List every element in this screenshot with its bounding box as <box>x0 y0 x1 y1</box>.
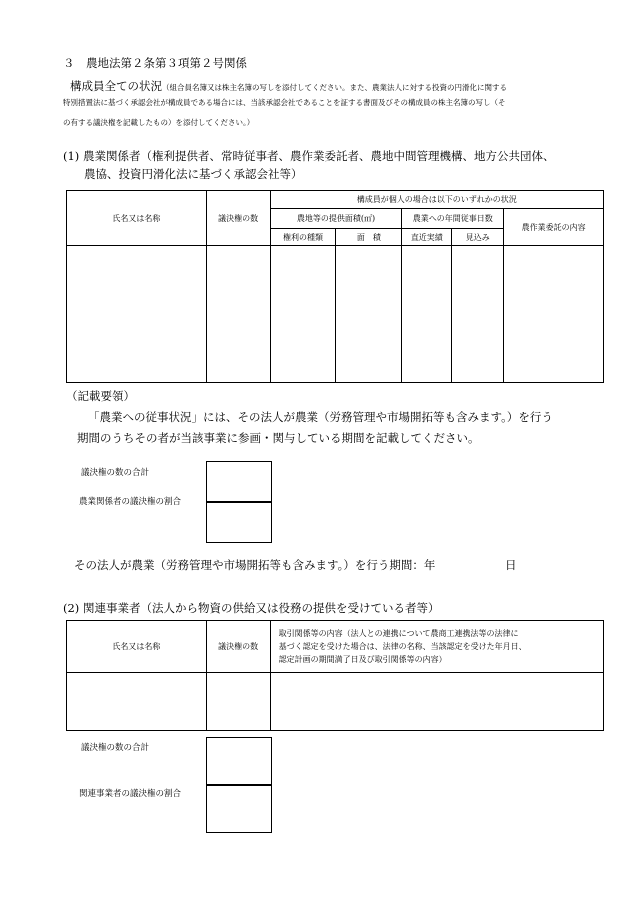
col-votes-header: 議決権の数 <box>206 621 270 673</box>
table-row <box>67 246 604 383</box>
period-day-label: 日 <box>505 558 517 572</box>
agri-votes-ratio-box[interactable] <box>206 501 272 543</box>
col-trade-content-header <box>270 621 603 673</box>
members-title: 構成員全ての状況 <box>70 79 162 93</box>
work-days-header: 農業への年間従事日数 <box>402 209 504 229</box>
section2-title: (2) 関連事業者（法人から物資の供給又は役務の提供を受けている者等） <box>63 601 440 615</box>
expected-header: 見込み <box>452 229 504 246</box>
related-votes-sum-box[interactable] <box>206 737 272 786</box>
trade-content-line3: 認定計画の期間満了日及び取引関係等の内容） <box>278 655 447 664</box>
individual-status-header: 構成員が個人の場合は以下のいずれかの状況 <box>270 191 603 209</box>
agri-votes-sum-box[interactable] <box>206 461 272 503</box>
trade-content-cell[interactable] <box>270 673 603 731</box>
agri-votes-ratio-label: 農業関係者の議決権の割合 <box>79 497 182 507</box>
agri-votes-sum-label: 議決権の数の合計 <box>81 468 150 478</box>
related-votes-ratio-box[interactable] <box>206 784 272 833</box>
area-cell[interactable] <box>336 246 402 383</box>
area-header: 面 積 <box>336 229 402 246</box>
col-name-header: 氏名又は名称 <box>67 621 207 673</box>
recent-result-cell[interactable] <box>402 246 452 383</box>
land-area-header: 農地等の提供面積(㎡) <box>270 209 402 229</box>
expected-cell[interactable] <box>452 246 504 383</box>
name-cell[interactable] <box>67 246 207 383</box>
votes-cell[interactable] <box>206 673 270 731</box>
members-note-line1: （組合員名簿又は株主名簿の写しを添付してください。また、農業法人に対する投資の円滑化に関する <box>162 83 507 92</box>
instructions-line1: 「農業への従事状況」には、その法人が農業（労務管理や市場開拓等も含みます。）を行う <box>88 410 553 424</box>
related-votes-ratio-label: 関連事業者の議決権の割合 <box>79 789 182 799</box>
contract-content-cell[interactable] <box>504 246 604 383</box>
related-votes-sum-label: 議決権の数の合計 <box>81 743 150 753</box>
right-kind-header: 権利の種類 <box>270 229 336 246</box>
section1-title-line2: 農協、投資円滑化法に基づく承認会社等） <box>84 167 303 181</box>
trade-content-line2: 基づく認定を受けた場合は、法律の名称、当該認定を受けた年月日、 <box>278 642 527 651</box>
instructions-line2: 期間のうちその者が当該事業に参画・関与している期間を記載してください。 <box>77 431 480 445</box>
members-note-line2: 特別措置法に基づく承認会社が構成員である場合には、当該承認会社であることを証する書面及びその構成員の株主名簿の写し（そ <box>63 98 506 107</box>
votes-cell[interactable] <box>206 246 270 383</box>
col-name-header: 氏名又は名称 <box>67 191 207 246</box>
contract-content-header: 農作業委託の内容 <box>504 209 604 246</box>
instructions-title: （記載要領） <box>66 389 135 403</box>
section-heading: ３ 農地法第２条第３項第２号関係 <box>63 56 247 70</box>
table-row <box>67 673 604 731</box>
period-label: その法人が農業（労務管理や市場開拓等も含みます。）を行う期間：年 <box>74 558 436 572</box>
members-title-line <box>70 75 507 94</box>
col-votes-header: 議決権の数 <box>206 191 270 246</box>
related-business-table <box>66 620 604 731</box>
recent-result-header: 直近実績 <box>402 229 452 246</box>
name-cell[interactable] <box>67 673 207 731</box>
trade-content-line1: 取引関係等の内容（法人との連携について農商工連携法等の法律に <box>278 629 519 638</box>
agri-members-table <box>66 190 604 383</box>
section1-title-line1: (1) 農業関係者（権利提供者、常時従事者、農作業委託者、農地中間管理機構、地方公共団体、 <box>63 149 555 163</box>
right-kind-cell[interactable] <box>270 246 336 383</box>
members-note-line3: の有する議決権を記載したもの）を添付してください。） <box>63 118 255 127</box>
